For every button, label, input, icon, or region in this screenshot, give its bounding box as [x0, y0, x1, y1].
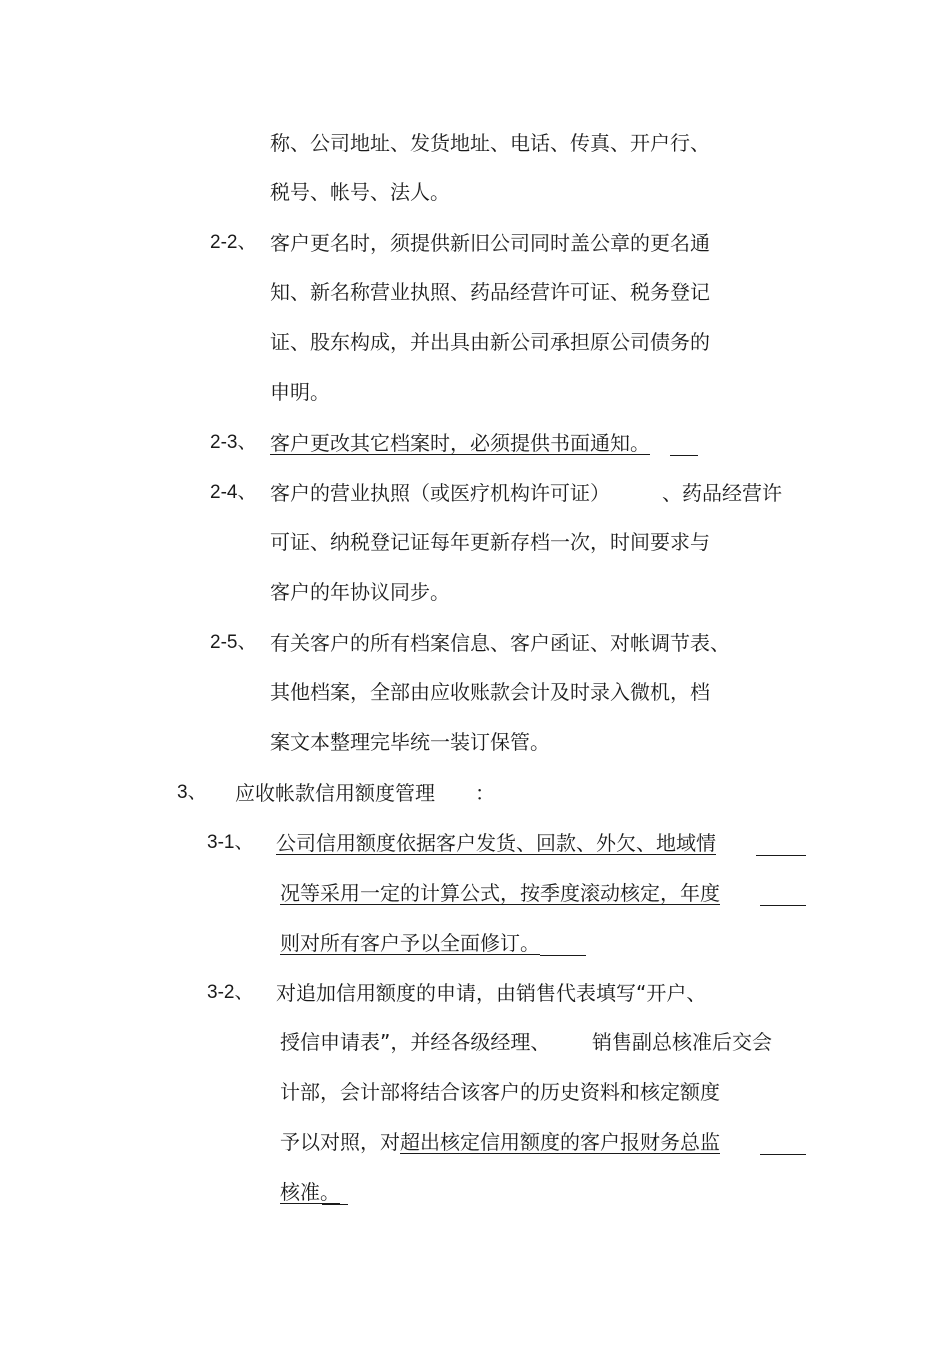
clause-3-2-line-2a: 授信申请表”，并经各级经理、 — [280, 1030, 551, 1054]
clause-2-5-line-1: 有关客户的所有档案信息、客户函证、对帐调节表、 — [270, 631, 730, 655]
clause-3-2-line-2b: 销售副总核准后交会 — [592, 1030, 772, 1054]
clause-3-2-line-1: 对追加信用额度的申请，由销售代表填写“开户、 — [276, 981, 707, 1005]
clause-2-3-underline-tail — [670, 455, 698, 456]
clause-3-2-number: 3-2、 — [207, 982, 254, 1003]
clause-3-2-underline-tail-2 — [322, 1204, 348, 1205]
clause-3-2-line-4a: 予以对照，对 — [280, 1130, 400, 1154]
clause-2-4-line-2: 可证、纳税登记证每年更新存档一次，时间要求与 — [270, 530, 710, 554]
clause-2-4-number: 2-4、 — [210, 482, 257, 503]
clause-2-5-number: 2-5、 — [210, 632, 257, 653]
clause-3-1-line-1: 公司信用额度依据客户发货、回款、外欠、地域情 — [276, 831, 716, 855]
clause-3-2-line-4b: 超出核定信用额度的客户报财务总监 — [400, 1130, 720, 1154]
clause-2-3-number: 2-3、 — [210, 432, 257, 453]
clause-3-2-line-3: 计部，会计部将结合该客户的历史资料和核定额度 — [280, 1080, 720, 1104]
clause-2-4-line-1b: 、药品经营许 — [662, 481, 782, 505]
clause-3-2-underline-tail — [760, 1154, 806, 1155]
clause-2-2-line-4: 申明。 — [270, 380, 330, 404]
clause-3-1-line-2: 况等采用一定的计算公式，按季度滚动核定，年度 — [280, 881, 720, 905]
clause-2-1-line-2: 税号、帐号、法人。 — [270, 180, 450, 204]
clause-2-5-line-2: 其他档案，全部由应收账款会计及时录入微机，档 — [270, 680, 710, 704]
clause-2-2-number: 2-2、 — [210, 232, 257, 253]
section-3-colon: ： — [475, 781, 495, 805]
section-3-number: 3、 — [177, 782, 207, 803]
clause-3-2-line-5: 核准。 — [280, 1180, 340, 1204]
clause-2-3-line-1: 客户更改其它档案时，必须提供书面通知。 — [270, 431, 650, 455]
clause-3-1-underline-tail-3 — [540, 955, 586, 956]
clause-3-1-underline-tail-1 — [756, 855, 806, 856]
clause-2-4-line-1a: 客户的营业执照（或医疗机构许可证） — [270, 481, 610, 505]
clause-2-2-line-2: 知、新名称营业执照、药品经营许可证、税务登记 — [270, 280, 710, 304]
clause-2-4-line-3: 客户的年协议同步。 — [270, 580, 450, 604]
clause-3-1-underline-tail-2 — [760, 905, 806, 906]
clause-2-2-line-3: 证、股东构成，并出具由新公司承担原公司债务的 — [270, 330, 710, 354]
clause-3-1-number: 3-1、 — [207, 832, 254, 853]
clause-2-1-line-1: 称、公司地址、发货地址、电话、传真、开户行、 — [270, 131, 710, 155]
clause-3-1-line-3: 则对所有客户予以全面修订。 — [280, 931, 540, 955]
clause-2-2-line-1: 客户更名时，须提供新旧公司同时盖公章的更名通 — [270, 231, 710, 255]
clause-2-5-line-3: 案文本整理完毕统一装订保管。 — [270, 730, 550, 754]
section-3-title: 应收帐款信用额度管理 — [235, 781, 435, 805]
